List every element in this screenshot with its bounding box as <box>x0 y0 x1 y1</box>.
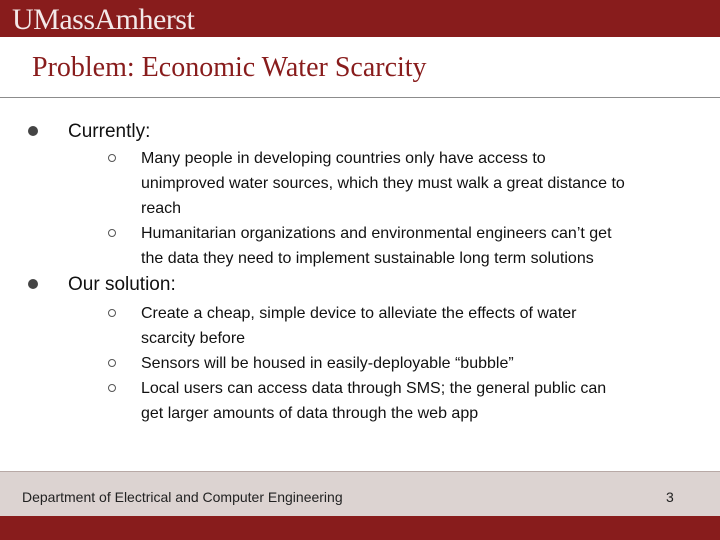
slide-title: Problem: Economic Water Scarcity <box>32 52 427 83</box>
page-number: 3 <box>666 489 674 505</box>
header-bar <box>0 0 720 37</box>
sub-bullet <box>141 301 577 326</box>
sub-bullet-line: unimproved water sources, which they must walk a great distance to <box>141 175 625 192</box>
sub-bullet-ring-icon <box>108 359 116 367</box>
sub-bullet-line: reach <box>141 200 182 217</box>
bottom-bar <box>0 516 720 540</box>
sub-bullet <box>141 221 612 246</box>
bullet-dot-icon <box>28 126 38 136</box>
sub-bullet-line: the data they need to implement sustainable long term solutions <box>141 250 594 267</box>
bullet-text: Our solution: <box>68 274 176 295</box>
sub-bullet-ring-icon <box>108 229 116 237</box>
bullet-our-solution <box>68 274 176 296</box>
bullet-currently <box>68 121 150 143</box>
title-divider <box>0 97 720 98</box>
sub-bullet-line: Humanitarian organizations and environmental engineers can’t get <box>141 225 612 242</box>
sub-bullet-continuation <box>141 401 478 426</box>
footer-department: Department of Electrical and Computer Engineering <box>22 489 343 505</box>
bullet-text: Currently: <box>68 121 151 142</box>
sub-bullet-continuation <box>141 196 181 221</box>
sub-bullet-continuation <box>141 326 245 351</box>
sub-bullet-line: Local users can access data through SMS; the general public can <box>141 380 607 397</box>
sub-bullet-line: Sensors will be housed in easily-deployable “bubble” <box>141 355 514 372</box>
sub-bullet-line: Many people in developing countries only have access to <box>141 150 546 167</box>
sub-bullet-ring-icon <box>108 154 116 162</box>
bullet-dot-icon <box>28 279 38 289</box>
sub-bullet-line: scarcity before <box>141 330 246 347</box>
sub-bullet <box>141 376 606 401</box>
sub-bullet <box>141 146 546 171</box>
sub-bullet-ring-icon <box>108 384 116 392</box>
sub-bullet-ring-icon <box>108 309 116 317</box>
sub-bullet-line: Create a cheap, simple device to alleviate the effects of water <box>141 305 577 322</box>
sub-bullet-continuation <box>141 171 625 196</box>
footer-bar <box>0 471 720 517</box>
sub-bullet-continuation <box>141 246 594 271</box>
umass-amherst-logo: UMassAmherst <box>12 3 195 36</box>
sub-bullet <box>141 351 514 376</box>
sub-bullet-line: get larger amounts of data through the web app <box>141 405 479 422</box>
